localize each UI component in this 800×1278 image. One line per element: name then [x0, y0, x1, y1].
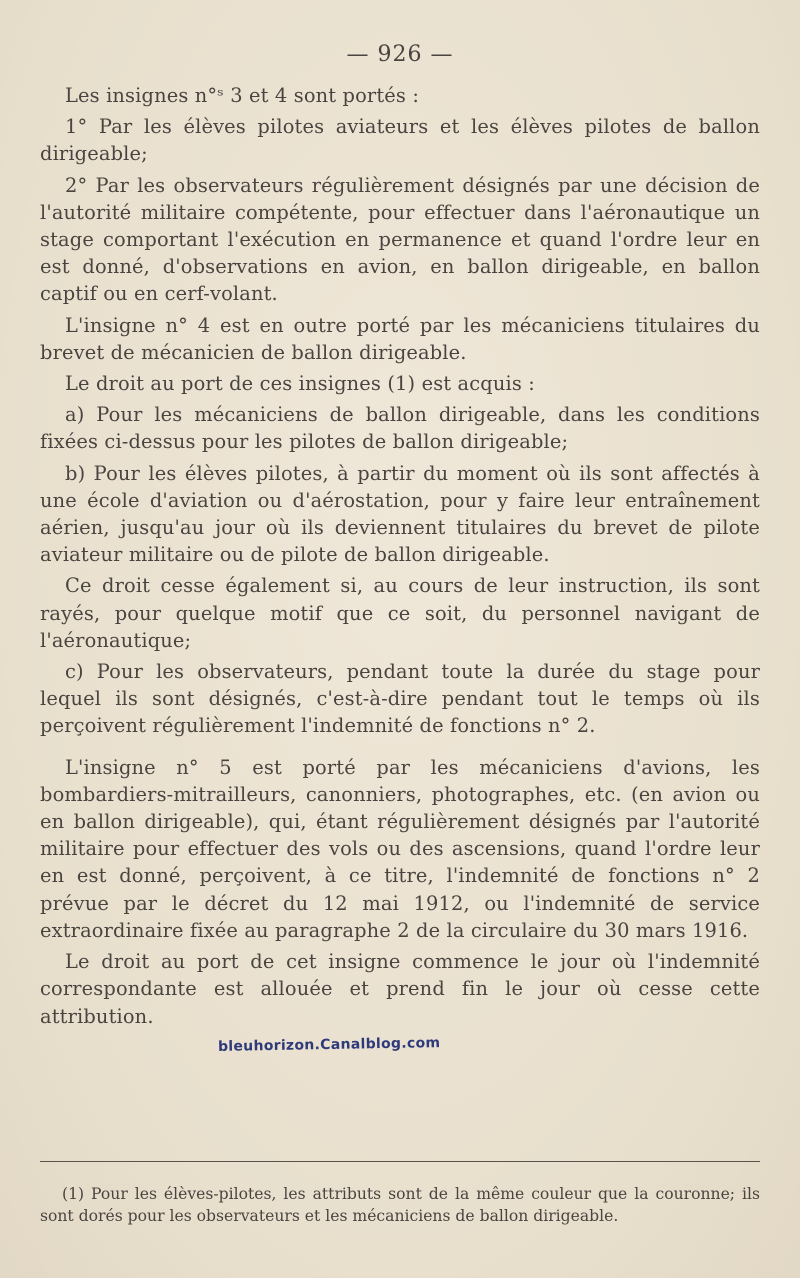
paragraph-item-b: b) Pour les élèves pilotes, à partir du moment où ils sont affectés à une école d'aviation ou d'aérostation, pour y faire leur entraînement aérien, jusqu'au jour où ils deviennent titulaires du brevet de pilote aviateur militaire ou de pilote de ballon dirigeable. [40, 461, 760, 567]
paragraph-item-c: c) Pour les observateurs, pendant toute la durée du stage pour lequel ils sont désignés, c'est-à-dire pendant tout le temps où ils perçoivent régulièrement l'indemnité de fonctions n° 2. [40, 660, 760, 738]
body-text [40, 82, 760, 1030]
paragraph-droit-insigne: Le droit au port de cet insigne commence le jour où l'indemnité correspondante est allouée et prend fin le jour où cesse cette attribution. [40, 950, 760, 1028]
paragraph-droit-port: Le droit au port de ces insignes (1) est acquis : [65, 372, 535, 396]
watermark [40, 1034, 440, 1060]
paragraph-intro: Les insignes n°ˢ 3 et 4 sont portés : [65, 84, 420, 107]
footnote-divider [40, 1161, 760, 1162]
paragraph-item-a: a) Pour les mécaniciens de ballon dirigeable, dans les conditions fixées ci-dessus pour les pilotes de ballon dirigeable; [40, 403, 760, 454]
paragraph-insigne-5: L'insigne n° 5 est porté par les mécaniciens d'avions, les bombardiers-mitrailleurs, canonniers, photographes, etc. (en avion ou en ballon dirigeable), qui, étant régulièrement désignés par l'autorité militaire pour effectuer des vols ou des ascensions, quand l'ordre leur en est donné, perçoivent, à ce titre, l'indemnité de fonctions n° 2 prévue par le décret du 12 mai 1912, ou l'indemnité de service extraordinaire fixée au paragraphe 2 de la circulaire du 30 mars 1916. [40, 755, 760, 942]
page-number: — 926 — [346, 42, 454, 67]
paragraph-droit-cesse: Ce droit cesse également si, au cours de leur instruction, ils sont rayés, pour quelque motif que ce soit, du personnel navigant de l'aéronautique; [40, 574, 760, 652]
paragraph-item-2: 2° Par les observateurs régulièrement désignés par une décision de l'autorité militaire compétente, pour effectuer dans l'aéronautique un stage comportant l'exécution en permanence et quand l'ordre leur en est donné, d'observations en avion, en ballon dirigeable, en ballon captif ou en cerf-volant. [40, 173, 760, 306]
watermark-text: bleuhorizon.Canalblog.com [217, 1034, 441, 1055]
footnote: (1) Pour les élèves-pilotes, les attributs sont de la même couleur que la couronne; ils sont dorés pour les observateurs et les mécaniciens de ballon dirigeable. [40, 1185, 760, 1225]
paragraph-item-1: 1° Par les élèves pilotes aviateurs et les élèves pilotes de ballon dirigeable; [40, 115, 760, 166]
paragraph-insigne-4: L'insigne n° 4 est en outre porté par les mécaniciens titulaires du brevet de mécanicien de ballon dirigeable. [40, 313, 760, 364]
